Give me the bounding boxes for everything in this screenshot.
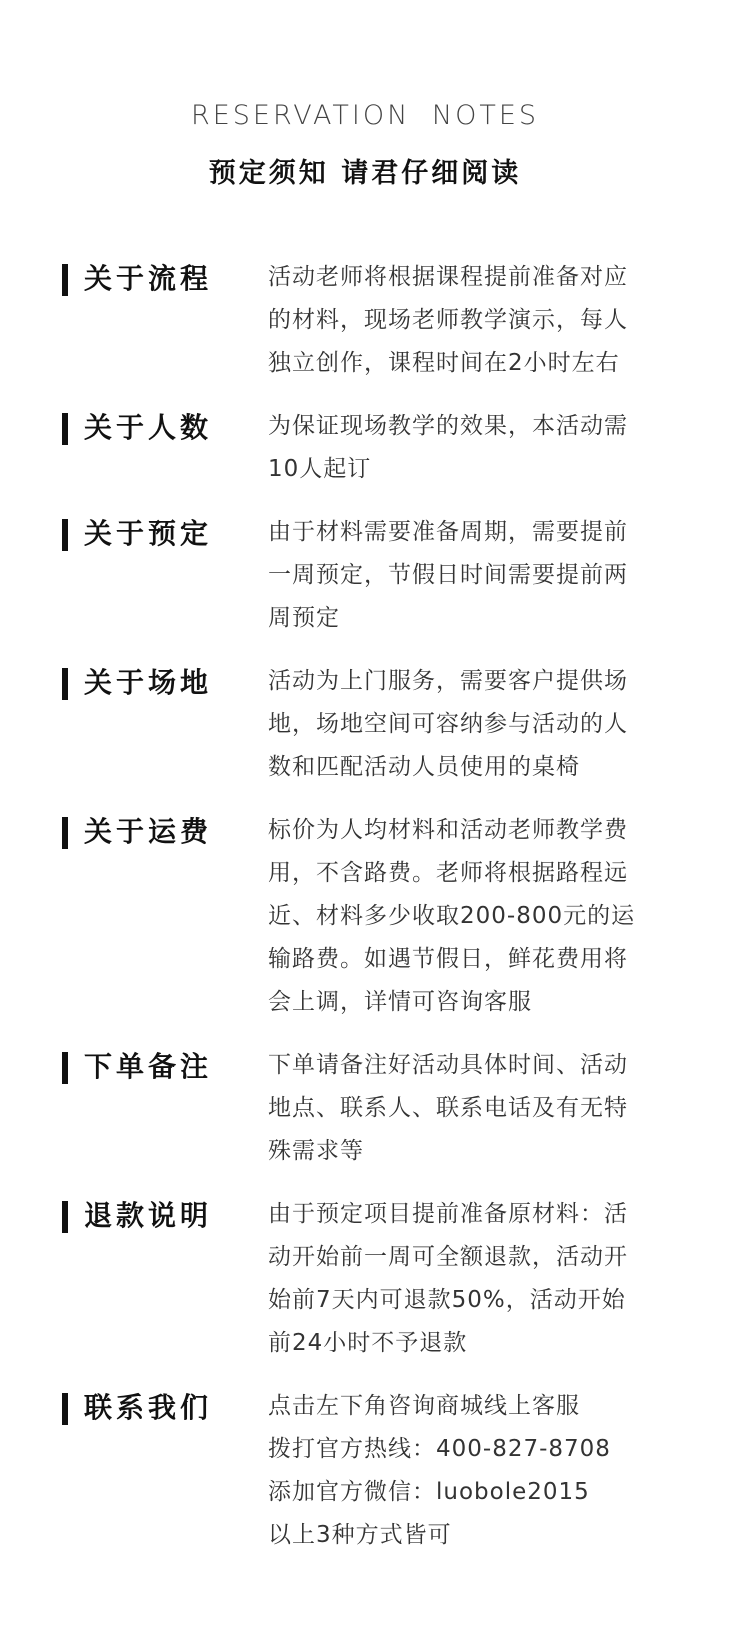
note-process (0, 256, 730, 385)
section-description (268, 1193, 648, 1365)
section-label: 退款说明 (84, 1199, 213, 1232)
section-description (268, 809, 648, 1024)
page-title-en: RESERVATION NOTES (190, 100, 540, 131)
page-title-cn: 预定须知 请君仔细阅读 (208, 158, 522, 189)
section-marker (62, 817, 68, 849)
note-headcount (0, 405, 730, 491)
description-line: 输路费。如遇节假日，鲜花费用将 (268, 946, 628, 972)
section-label: 联系我们 (84, 1391, 213, 1424)
description-line: 标价为人均材料和活动老师教学费 (268, 817, 628, 843)
description-line: 殊需求等 (268, 1138, 364, 1164)
section-label: 关于预定 (84, 517, 213, 550)
section-description (268, 1044, 648, 1173)
description-line: 地，场地空间可容纳参与活动的人 (268, 711, 628, 737)
section-marker (62, 1201, 68, 1233)
description-line: 拨打官方热线：400-827-8708 (268, 1436, 611, 1462)
description-line: 地点、联系人、联系电话及有无特 (268, 1095, 628, 1121)
section-description (268, 511, 648, 640)
description-line: 近、材料多少收取200-800元的运 (268, 903, 636, 929)
section-description (268, 1385, 648, 1557)
description-line: 始前7天内可退款50%，活动开始 (268, 1287, 626, 1313)
description-line: 活动为上门服务，需要客户提供场 (268, 668, 628, 694)
description-line: 用，不含路费。老师将根据路程远 (268, 860, 628, 886)
section-label: 关于流程 (84, 262, 213, 295)
note-venue (0, 660, 730, 789)
section-marker (62, 1393, 68, 1425)
section-marker (62, 519, 68, 551)
section-label: 下单备注 (84, 1050, 213, 1083)
section-marker (62, 413, 68, 445)
note-shipping (0, 809, 730, 1024)
note-contact (0, 1385, 730, 1557)
note-booking (0, 511, 730, 640)
description-line: 数和匹配活动人员使用的桌椅 (268, 754, 580, 780)
description-line: 添加官方微信：luobole2015 (268, 1479, 590, 1505)
section-description (268, 660, 648, 789)
description-line: 10人起订 (268, 456, 372, 482)
description-line: 以上3种方式皆可 (268, 1522, 452, 1548)
section-description (268, 256, 648, 385)
description-line: 为保证现场教学的效果，本活动需 (268, 413, 628, 439)
description-line: 一周预定，节假日时间需要提前两 (268, 562, 628, 588)
section-label: 关于人数 (84, 411, 213, 444)
description-line: 的材料，现场老师教学演示，每人 (268, 307, 628, 333)
section-marker (62, 264, 68, 296)
description-line: 会上调，详情可咨询客服 (268, 989, 532, 1015)
description-line: 由于材料需要准备周期，需要提前 (268, 519, 628, 545)
note-refund (0, 1193, 730, 1365)
description-line: 由于预定项目提前准备原材料：活 (268, 1201, 628, 1227)
description-line: 周预定 (268, 605, 340, 631)
note-order-remarks (0, 1044, 730, 1173)
section-marker (62, 1052, 68, 1084)
section-description (268, 405, 648, 491)
notes-list (0, 256, 730, 1577)
section-label: 关于场地 (84, 666, 213, 699)
description-line: 点击左下角咨询商城线上客服 (268, 1393, 580, 1419)
section-label: 关于运费 (84, 815, 213, 848)
page-header (0, 96, 730, 194)
section-marker (62, 668, 68, 700)
description-line: 独立创作，课程时间在2小时左右 (268, 350, 620, 376)
description-line: 动开始前一周可全额退款，活动开 (268, 1244, 628, 1270)
description-line: 前24小时不予退款 (268, 1330, 468, 1356)
description-line: 下单请备注好活动具体时间、活动 (268, 1052, 628, 1078)
description-line: 活动老师将根据课程提前准备对应 (268, 264, 628, 290)
